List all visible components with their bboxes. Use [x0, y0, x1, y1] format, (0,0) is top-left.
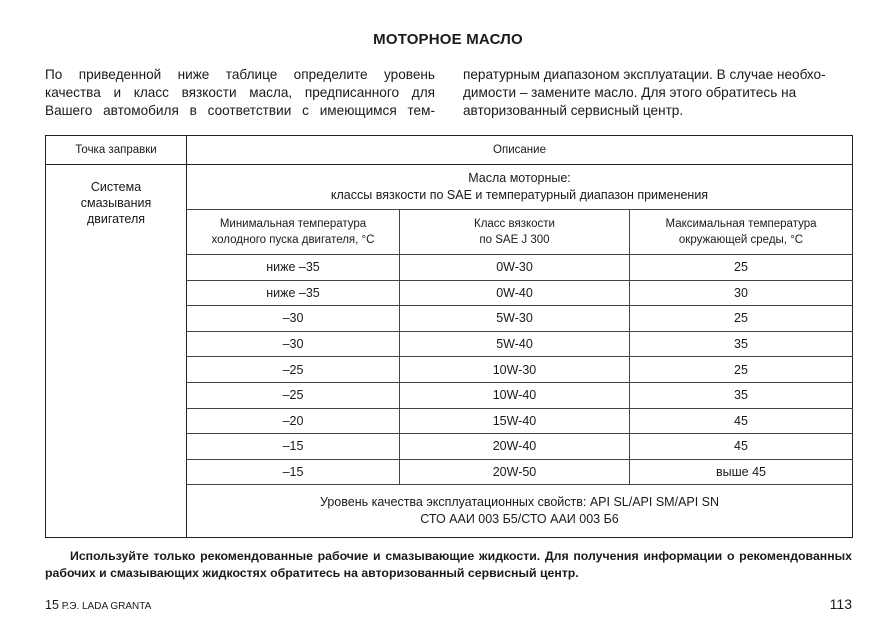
intro-line: пературным диапазоном эксплуатации. В случае необхо- — [463, 67, 826, 82]
subheader-line: Минимальная температура — [219, 218, 367, 230]
footer-code-number: 15 — [45, 598, 59, 612]
viscosity-cell: 10W-30 — [400, 357, 630, 383]
max-temp-cell: 35 — [630, 331, 853, 357]
max-temp-cell: 25 — [630, 255, 853, 281]
subheader-min-temp — [187, 210, 400, 255]
subheader-line: Максимальная температура — [665, 218, 817, 230]
min-temp-cell: ниже –35 — [187, 255, 400, 281]
page-number: 113 — [829, 596, 852, 612]
oils-title-line: Масла моторные: — [468, 171, 571, 185]
quality-line: СТО ААИ 003 Б5/СТО ААИ 003 Б6 — [420, 512, 619, 527]
viscosity-cell: 20W-40 — [400, 434, 630, 460]
subheader-max-temp — [630, 210, 853, 255]
point-line: двигателя — [86, 212, 146, 226]
viscosity-cell: 10W-40 — [400, 382, 630, 408]
min-temp-cell: –20 — [187, 408, 400, 434]
max-temp-cell: выше 45 — [630, 459, 853, 485]
quality-line: Уровень качества эксплуатационных свойств: API SL/API SM/API SN — [319, 495, 720, 510]
notice-text: Используйте только рекомендованные рабочие и смазывающие жидкости. Для получения информации о рекомендованных рабочих и смазывающих жидкостях обратитесь на авторизованный сервисный центр. — [45, 549, 852, 580]
intro-line: качества и класс вязкости масла, предписанного для — [45, 85, 435, 100]
viscosity-cell: 0W-30 — [400, 255, 630, 281]
intro-line: авторизованный сервисный центр. — [463, 103, 684, 118]
header-point: Точка заправки — [46, 136, 187, 165]
viscosity-cell: 20W-50 — [400, 459, 630, 485]
viscosity-cell: 15W-40 — [400, 408, 630, 434]
max-temp-cell: 45 — [630, 434, 853, 460]
oils-title-row — [46, 165, 853, 210]
oils-title-line: классы вязкости по SAE и температурный диапазон применения — [330, 188, 709, 202]
viscosity-cell: 5W-40 — [400, 331, 630, 357]
point-line: смазывания — [80, 196, 152, 210]
table-header-row — [46, 136, 853, 165]
subheader-line: окружающей среды, °С — [678, 234, 804, 246]
intro-text-left — [45, 66, 435, 120]
max-temp-cell: 35 — [630, 382, 853, 408]
min-temp-cell: –25 — [187, 382, 400, 408]
max-temp-cell: 25 — [630, 357, 853, 383]
intro-line: Вашего автомобиля в соответствии с имеющимся тем- — [45, 103, 435, 118]
filling-point-cell — [46, 165, 187, 538]
min-temp-cell: –30 — [187, 306, 400, 332]
min-temp-cell: –15 — [187, 459, 400, 485]
intro-line: димости – замените масло. Для этого обратитесь на — [463, 85, 797, 100]
subheader-line: по SAE J 300 — [479, 234, 550, 246]
footer-left — [45, 598, 151, 612]
min-temp-cell: –25 — [187, 357, 400, 383]
page-title: МОТОРНОЕ МАСЛО — [373, 31, 523, 48]
point-line: Система — [90, 180, 142, 194]
intro-line: По приведенной ниже таблице определите уровень — [45, 67, 435, 82]
oils-title — [187, 165, 853, 210]
engine-oil-table — [45, 135, 853, 538]
min-temp-cell: ниже –35 — [187, 280, 400, 306]
max-temp-cell: 45 — [630, 408, 853, 434]
footer-doc-title: Р.Э. LADA GRANTA — [61, 601, 152, 612]
viscosity-cell: 0W-40 — [400, 280, 630, 306]
quality-cell — [187, 485, 853, 538]
subheader-line: Класс вязкости — [474, 218, 555, 230]
subheader-viscosity — [400, 210, 630, 255]
max-temp-cell: 25 — [630, 306, 853, 332]
min-temp-cell: –15 — [187, 434, 400, 460]
subheader-line: холодного пуска двигателя, °С — [211, 234, 375, 246]
max-temp-cell: 30 — [630, 280, 853, 306]
header-description: Описание — [187, 136, 853, 165]
min-temp-cell: –30 — [187, 331, 400, 357]
intro-text-right — [463, 66, 851, 120]
viscosity-cell: 5W-30 — [400, 306, 630, 332]
